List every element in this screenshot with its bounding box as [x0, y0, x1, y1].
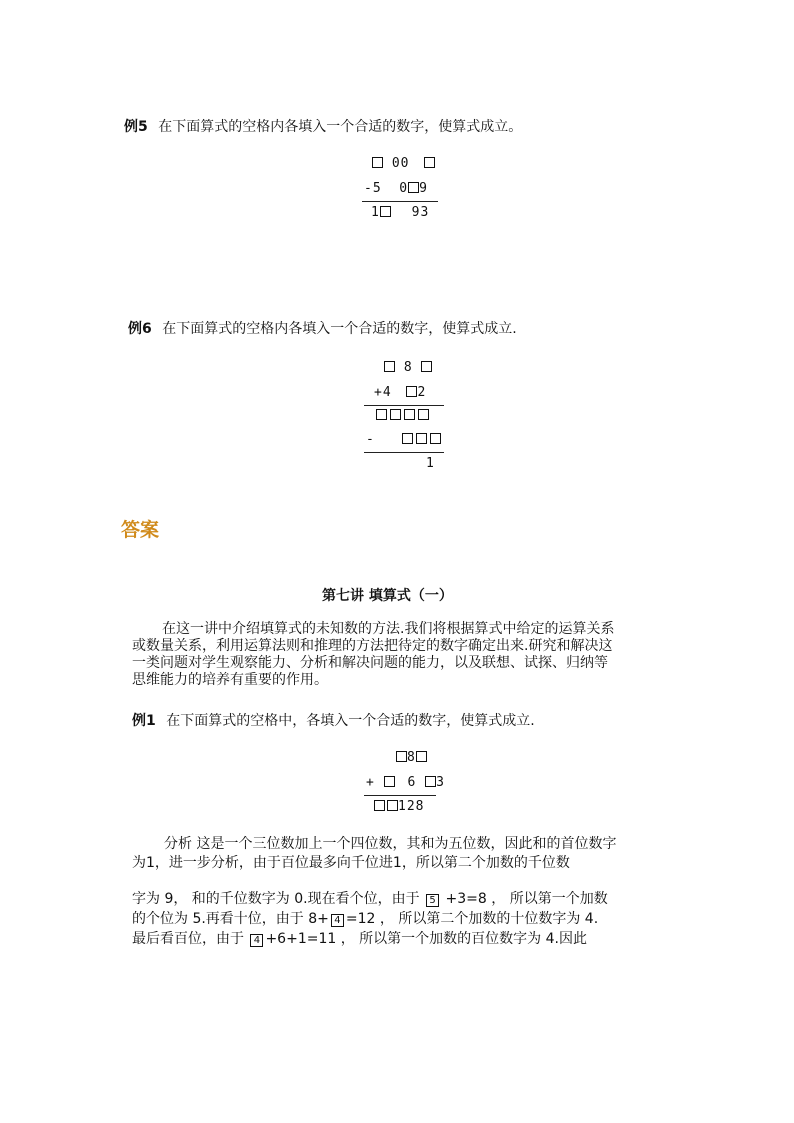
intro-line: 或数量关系，利用运算法则和推理的方法把待定的数字确定出来.研究和解决这 [132, 638, 613, 654]
blank-box [416, 433, 427, 444]
ex6-row2-last: 2 [417, 385, 427, 400]
analysis-line-2: 为1，进一步分析，由于百位最多向千位进1，所以第二个加数的千位数 [132, 855, 570, 871]
ex6-row-1 [384, 360, 432, 375]
ex5-row3-digits: 93 [411, 205, 430, 220]
ex6-row1-digit: 8 [403, 360, 413, 375]
blank-box [384, 776, 395, 787]
ex1-plus-sign: + [366, 775, 375, 790]
example-6-text: 在下面算式的空格内各填入一个合适的数字，使算式成立. [162, 321, 517, 337]
ex5-row-3 [371, 205, 429, 220]
analysis-line-3-text-b: +3=8 ， 所以第一个加数 [445, 891, 608, 907]
blank-box [390, 409, 401, 420]
ex1-row-2 [366, 775, 445, 790]
analysis-line-3 [132, 888, 608, 908]
intro-line: 思维能力的培养有重要的作用。 [132, 672, 328, 688]
analysis-line-5-text: 最后看百位，由于 [132, 931, 244, 947]
blank-box [372, 157, 383, 168]
ex5-row3-first: 1 [371, 205, 380, 220]
intro-paragraph [132, 621, 672, 689]
ex1-row2-last: 3 [436, 775, 445, 790]
example-6-statement [128, 318, 517, 338]
blank-box [421, 361, 432, 372]
example-1-statement [132, 710, 535, 730]
blank-box [380, 206, 391, 217]
lecture-title: 第七讲 填算式（一） [322, 588, 453, 604]
blank-box [376, 409, 387, 420]
ex5-result-line [362, 201, 438, 202]
ex6-result-digit: 1 [426, 456, 435, 471]
ex6-result-line [364, 452, 444, 453]
ex5-row2-digits: -5 0 [364, 181, 409, 196]
blank-box [384, 361, 395, 372]
ex1-row3-digits: 128 [398, 799, 425, 814]
ex1-row-1 [396, 750, 427, 765]
boxed-digit: 5 [426, 894, 439, 907]
analysis-line-4-text-b: =12 ， 所以第二个加数的十位数字为 4. [345, 911, 599, 927]
ex6-sum-line [364, 405, 444, 406]
ex6-row2-first: +4 [374, 385, 392, 400]
example-5-statement [124, 116, 522, 136]
blank-box [425, 776, 436, 787]
intro-line: 在这一讲中介绍填算式的未知数的方法.我们将根据算式中给定的运算关系 [162, 621, 615, 637]
analysis-line-5 [132, 928, 587, 948]
ex6-row-3 [376, 408, 429, 423]
ex1-row1-digit: 8 [407, 750, 416, 765]
blank-box [374, 800, 385, 811]
blank-box [408, 182, 419, 193]
blank-box [416, 751, 427, 762]
ex1-sum-line [364, 795, 436, 796]
example-1-text: 在下面算式的空格中，各填入一个合适的数字，使算式成立. [166, 713, 535, 729]
analysis-line-4-text: 的个位为 5.再看十位，由于 8+ [132, 911, 329, 927]
ex1-row-3 [374, 799, 424, 814]
blank-box [430, 433, 441, 444]
example-5-text: 在下面算式的空格内各填入一个合适的数字，使算式成立。 [158, 119, 523, 135]
blank-box [404, 409, 415, 420]
blank-box [402, 433, 413, 444]
boxed-digit: 4 [331, 914, 344, 927]
ex6-row-5 [426, 456, 435, 471]
analysis-line-5-text-b: +6+1=11 ， 所以第一个加数的百位数字为 4.因此 [265, 931, 587, 947]
blank-box [387, 800, 398, 811]
example-5-label: 例5 [124, 119, 148, 135]
ex1-row2-digit: 6 [407, 775, 417, 790]
blank-box [406, 386, 417, 397]
blank-box [418, 409, 429, 420]
blank-box [396, 751, 407, 762]
analysis-line-4 [132, 908, 598, 928]
ex6-row-4 [366, 432, 441, 447]
analysis-line-1: 分析 这是一个三位数加上一个四位数，其和为五位数，因此和的首位数字 [164, 836, 617, 852]
ex5-row-1 [372, 156, 435, 171]
blank-box [424, 157, 435, 168]
ex6-row-2 [374, 385, 426, 400]
boxed-digit: 4 [250, 934, 263, 947]
ex5-row2-last: 9 [419, 181, 428, 196]
ex6-minus-sign: - [366, 432, 375, 447]
intro-line: 一类问题对学生观察能力、分析和解决问题的能力，以及联想、试探、归纳等 [132, 655, 608, 671]
answer-heading: 答案 [121, 519, 160, 541]
ex5-row-2 [364, 181, 428, 196]
example-6-label: 例6 [128, 321, 152, 337]
ex5-row1-digits: 00 [391, 156, 410, 171]
example-1-label: 例1 [132, 713, 156, 729]
analysis-line-3-text: 字为 9， 和的千位数字为 0.现在看个位，由于 [132, 891, 420, 907]
